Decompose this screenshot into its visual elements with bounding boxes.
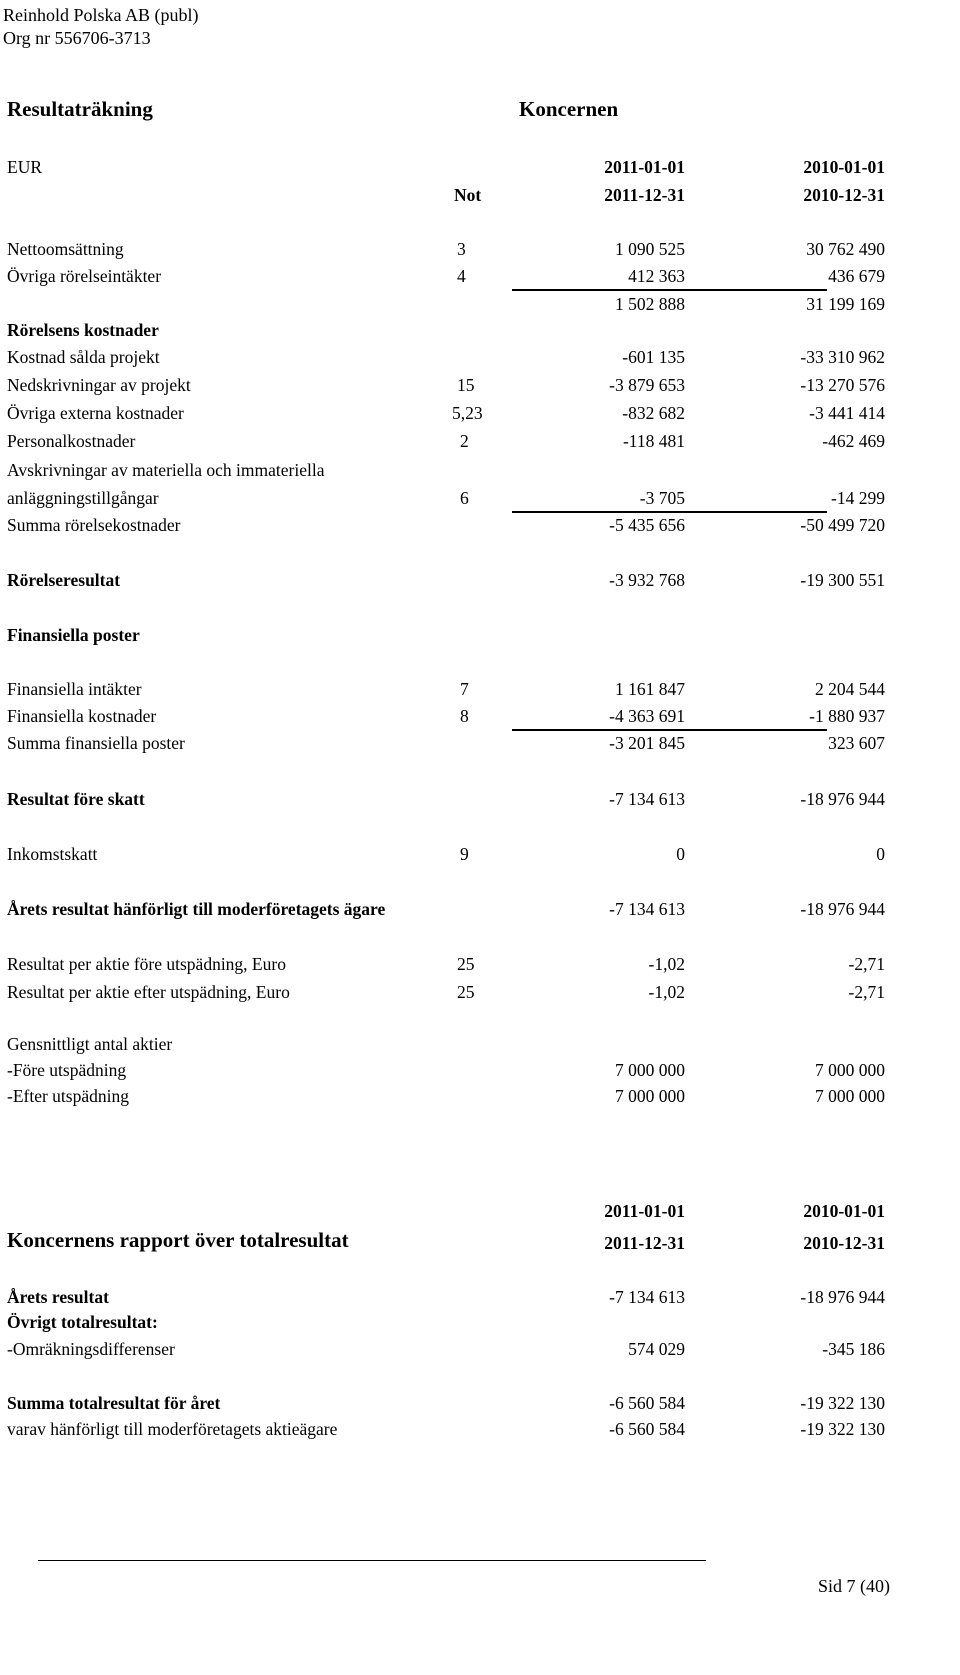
row-value-2011: -6 560 584 (609, 1419, 685, 1439)
row-value-2010: -19 300 551 (800, 570, 885, 590)
row-value-2010: -345 186 (822, 1339, 885, 1359)
subtotal-rule (512, 289, 827, 291)
section-heading: Finansiella poster (7, 625, 140, 645)
row-value-2010: -33 310 962 (800, 347, 885, 367)
row-value-2010: -462 469 (822, 431, 885, 451)
row-value-2010: 436 679 (828, 266, 885, 286)
row-value-2011: -601 135 (622, 347, 685, 367)
row-value-2010: 2 204 544 (815, 679, 885, 699)
period2-start: 2010-01-01 (803, 157, 885, 177)
row-value-2010: -2,71 (848, 954, 885, 974)
row-value-2010: 31 199 169 (806, 294, 885, 314)
row-label: Nettoomsättning (7, 239, 124, 259)
row-value-2011: -5 435 656 (609, 515, 685, 535)
row-value-2010: -19 322 130 (800, 1393, 885, 1413)
row-label: -Efter utspädning (7, 1086, 129, 1106)
row-value-2010: -19 322 130 (800, 1419, 885, 1439)
section-heading: Rörelsens kostnader (7, 320, 159, 340)
row-value-2011: 1 161 847 (615, 679, 685, 699)
row-note: 25 (457, 982, 475, 1002)
row-value-2011: -118 481 (622, 431, 685, 451)
row-value-2010: -1 880 937 (809, 706, 885, 726)
subtotal-rule (512, 511, 827, 513)
row-label: Finansiella kostnader (7, 706, 157, 726)
total-period1-end: 2011-12-31 (604, 1233, 685, 1253)
row-value-2011: -3 879 653 (609, 375, 685, 395)
row-label: Kostnad sålda projekt (7, 347, 160, 367)
row-value-2010: 7 000 000 (815, 1086, 885, 1106)
row-value-2011: -3 705 (639, 488, 685, 508)
row-value-2011: 412 363 (628, 266, 685, 286)
total-period1-start: 2011-01-01 (604, 1201, 685, 1221)
row-value-2011: -1,02 (648, 982, 685, 1002)
row-label: varav hänförligt till moderföretagets aktieägare (7, 1419, 338, 1439)
row-value-2011: -1,02 (648, 954, 685, 974)
row-label: Rörelseresultat (7, 570, 121, 590)
row-value-2011: -7 134 613 (609, 789, 685, 809)
row-value-2011: 7 000 000 (615, 1086, 685, 1106)
row-value-2010: -13 270 576 (800, 375, 885, 395)
currency-label: EUR (7, 157, 42, 177)
row-label: Summa finansiella poster (7, 733, 185, 753)
row-value-2011: -3 932 768 (609, 570, 685, 590)
row-label: Inkomstskatt (7, 844, 98, 864)
income-title: Resultaträkning (7, 97, 153, 121)
row-label: Årets resultat (7, 1287, 109, 1307)
row-value-2011: -6 560 584 (609, 1393, 685, 1413)
row-value-2011: 1 090 525 (615, 239, 685, 259)
row-value-2011: -3 201 845 (609, 733, 685, 753)
row-note: 3 (457, 239, 466, 259)
row-note: 4 (457, 266, 466, 286)
row-value-2011: 7 000 000 (615, 1060, 685, 1080)
page-number: Sid 7 (40) (818, 1576, 890, 1596)
row-label: anläggningstillgångar (7, 488, 159, 508)
total-period2-end: 2010-12-31 (803, 1233, 885, 1253)
row-label: Övriga rörelseintäkter (7, 266, 162, 286)
row-note: 5,23 (452, 403, 483, 423)
row-label: Årets resultat hänförligt till moderföretagets ägare (7, 899, 386, 919)
row-note: 15 (457, 375, 475, 395)
row-value-2010: 323 607 (828, 733, 885, 753)
row-value-2010: -2,71 (848, 982, 885, 1002)
row-label: Finansiella intäkter (7, 679, 142, 699)
not-header: Not (454, 185, 482, 205)
row-note: 9 (460, 844, 469, 864)
row-label: -Före utspädning (7, 1060, 127, 1080)
row-label: Resultat per aktie före utspädning, Euro (7, 954, 286, 974)
period2-end: 2010-12-31 (803, 185, 885, 205)
row-note: 25 (457, 954, 475, 974)
subtotal-rule (512, 729, 827, 731)
row-value-2011: 574 029 (628, 1339, 685, 1359)
row-label: Nedskrivningar av projekt (7, 375, 191, 395)
row-label: Avskrivningar av materiella och immateriella (7, 460, 325, 480)
row-note: 2 (460, 431, 469, 451)
section-heading: Övrigt totalresultat: (7, 1312, 158, 1332)
company-name: Reinhold Polska AB (publ) (3, 5, 199, 25)
row-value-2010: 30 762 490 (806, 239, 885, 259)
row-label: -Omräkningsdifferenser (7, 1339, 175, 1359)
row-value-2010: -18 976 944 (800, 1287, 885, 1307)
row-label: Personalkostnader (7, 431, 136, 451)
row-label: Summa totalresultat för året (7, 1393, 221, 1413)
row-value-2011: -4 363 691 (609, 706, 685, 726)
total-period2-start: 2010-01-01 (803, 1201, 885, 1221)
row-value-2010: 0 (876, 844, 885, 864)
row-label: Gensnittligt antal aktier (7, 1034, 173, 1054)
period1-end: 2011-12-31 (604, 185, 685, 205)
row-note: 6 (460, 488, 469, 508)
row-value-2011: 0 (676, 844, 685, 864)
row-value-2010: -18 976 944 (800, 789, 885, 809)
row-value-2011: -832 682 (622, 403, 685, 423)
row-value-2010: -50 499 720 (800, 515, 885, 535)
row-value-2010: -14 299 (831, 488, 885, 508)
total-title: Koncernens rapport över totalresultat (7, 1228, 349, 1252)
footer-rule (38, 1560, 706, 1561)
row-label: Resultat per aktie efter utspädning, Euro (7, 982, 290, 1002)
row-value-2011: -7 134 613 (609, 899, 685, 919)
row-value-2011: -7 134 613 (609, 1287, 685, 1307)
period1-start: 2011-01-01 (604, 157, 685, 177)
row-label: Resultat före skatt (7, 789, 145, 809)
org-number: Org nr 556706-3713 (3, 28, 151, 48)
row-value-2010: -3 441 414 (809, 403, 885, 423)
row-value-2010: -18 976 944 (800, 899, 885, 919)
row-value-2011: 1 502 888 (615, 294, 685, 314)
row-label: Summa rörelsekostnader (7, 515, 181, 535)
row-note: 7 (460, 679, 469, 699)
row-note: 8 (460, 706, 469, 726)
row-value-2010: 7 000 000 (815, 1060, 885, 1080)
row-label: Övriga externa kostnader (7, 403, 184, 423)
group-label: Koncernen (519, 97, 619, 121)
